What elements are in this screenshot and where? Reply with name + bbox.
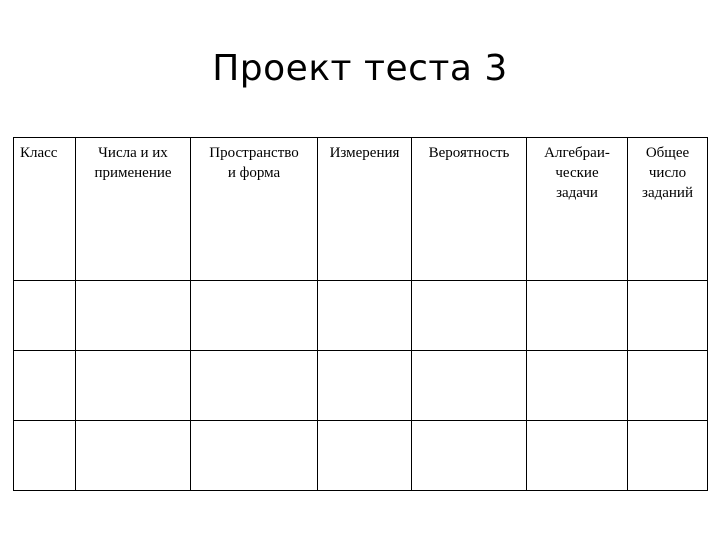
table-cell	[318, 281, 412, 351]
table-cell	[412, 351, 527, 421]
table-cell	[191, 421, 318, 491]
table-row	[14, 351, 708, 421]
table-cell	[76, 351, 191, 421]
column-header-algebra: Алгебраи- ческие задачи	[527, 138, 628, 281]
table-cell	[412, 281, 527, 351]
table-cell	[191, 351, 318, 421]
table-cell	[628, 351, 708, 421]
column-header-probability: Вероятность	[412, 138, 527, 281]
table-cell	[318, 421, 412, 491]
column-header-class: Класс	[14, 138, 76, 281]
test-plan-table	[13, 137, 708, 491]
table-cell	[628, 421, 708, 491]
page-title: Проект теста 3	[212, 48, 508, 89]
table-cell	[76, 281, 191, 351]
table-cell	[14, 421, 76, 491]
table-cell	[527, 421, 628, 491]
table-row	[14, 421, 708, 491]
table-cell	[412, 421, 527, 491]
column-header-measurements: Измерения	[318, 138, 412, 281]
table-cell	[14, 351, 76, 421]
table-cell	[14, 281, 76, 351]
table-cell	[318, 351, 412, 421]
table-cell	[527, 281, 628, 351]
column-header-numbers: Числа и их применение	[76, 138, 191, 281]
column-header-space-form: Пространство и форма	[191, 138, 318, 281]
table-cell	[527, 351, 628, 421]
table-header-row	[14, 138, 708, 281]
column-header-total: Общее число заданий	[628, 138, 708, 281]
table-cell	[628, 281, 708, 351]
table-cell	[76, 421, 191, 491]
table-row	[14, 281, 708, 351]
table-cell	[191, 281, 318, 351]
